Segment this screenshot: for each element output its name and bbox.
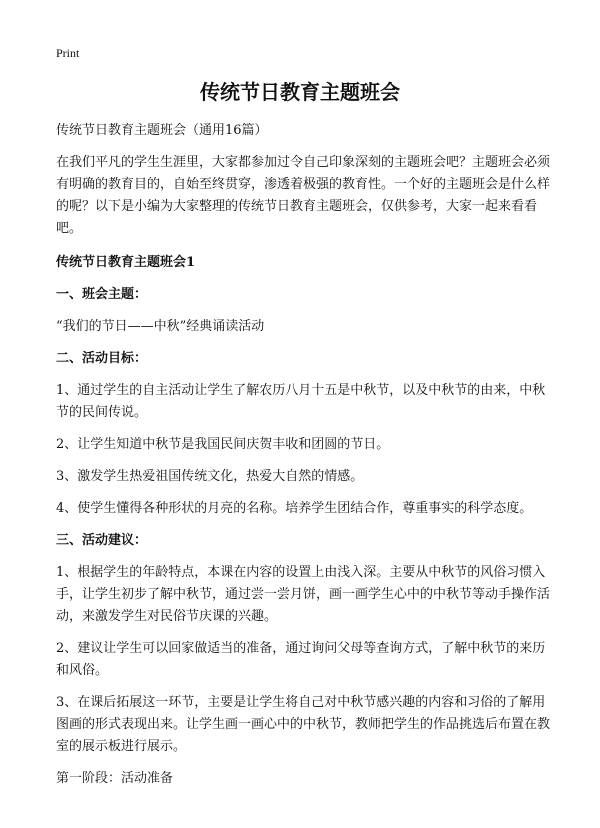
goal-item: 4、使学生懂得各种形状的月亮的名称。培养学生团结合作，尊重事实的科学态度。	[56, 501, 533, 516]
suggestion-item: 1、根据学生的年龄特点，本课在内容的设置上由浅入深。主要从中秋节的风俗习惯入手，让学生初步了解中秋节，通过尝一尝月饼，画一画学生心中的中秋节等动手操作活动，来激发学生对民俗节庆课的兴趣。	[56, 565, 551, 624]
part2-heading: 二、活动目标：	[56, 351, 148, 366]
print-label: Print	[56, 46, 80, 60]
intro-paragraph: 在我们平凡的学生生涯里，大家都参加过令自己印象深刻的主题班会吧？主题班会必须有明确的教育目的，自始至终贯穿，渗透着极强的教育性。一个好的主题班会是什么样的呢？以下是小编为大家整理的传统节日教育主题班会，仅供参考，大家一起来看看吧。	[56, 155, 551, 236]
section-title: 传统节日教育主题班会1	[56, 255, 196, 270]
document-body	[56, 120, 550, 790]
subtitle: 传统节日教育主题班会（通用16篇）	[56, 123, 268, 138]
stage-heading: 第一阶段：活动准备	[56, 771, 174, 786]
document-title: 传统节日教育主题班会	[200, 80, 400, 104]
suggestion-item: 2、建议让学生可以回家做适当的准备，通过询问父母等查询方式，了解中秋节的来历和风俗。	[56, 641, 546, 678]
part1-heading: 一、班会主题：	[56, 287, 148, 302]
suggestion-item: 3、在课后拓展这一环节，主要是让学生将自己对中秋节感兴趣的内容和习俗的了解用图画的形式表现出来。让学生画一画心中的中秋节，教师把学生的作品挑选后布置在教室的展示板进行展示。	[56, 695, 551, 754]
goal-item: 3、激发学生热爱祖国传统文化，热爱大自然的情感。	[56, 469, 364, 484]
part1-text: “我们的节日——中秋”经典诵读活动	[56, 319, 265, 334]
part3-heading: 三、活动建议：	[56, 533, 148, 548]
goal-item: 1、通过学生的自主活动让学生了解农历八月十五是中秋节，以及中秋节的由来，中秋节的民间传说。	[56, 383, 546, 420]
goal-item: 2、让学生知道中秋节是我国民间庆贺丰收和团圆的节日。	[56, 437, 390, 452]
